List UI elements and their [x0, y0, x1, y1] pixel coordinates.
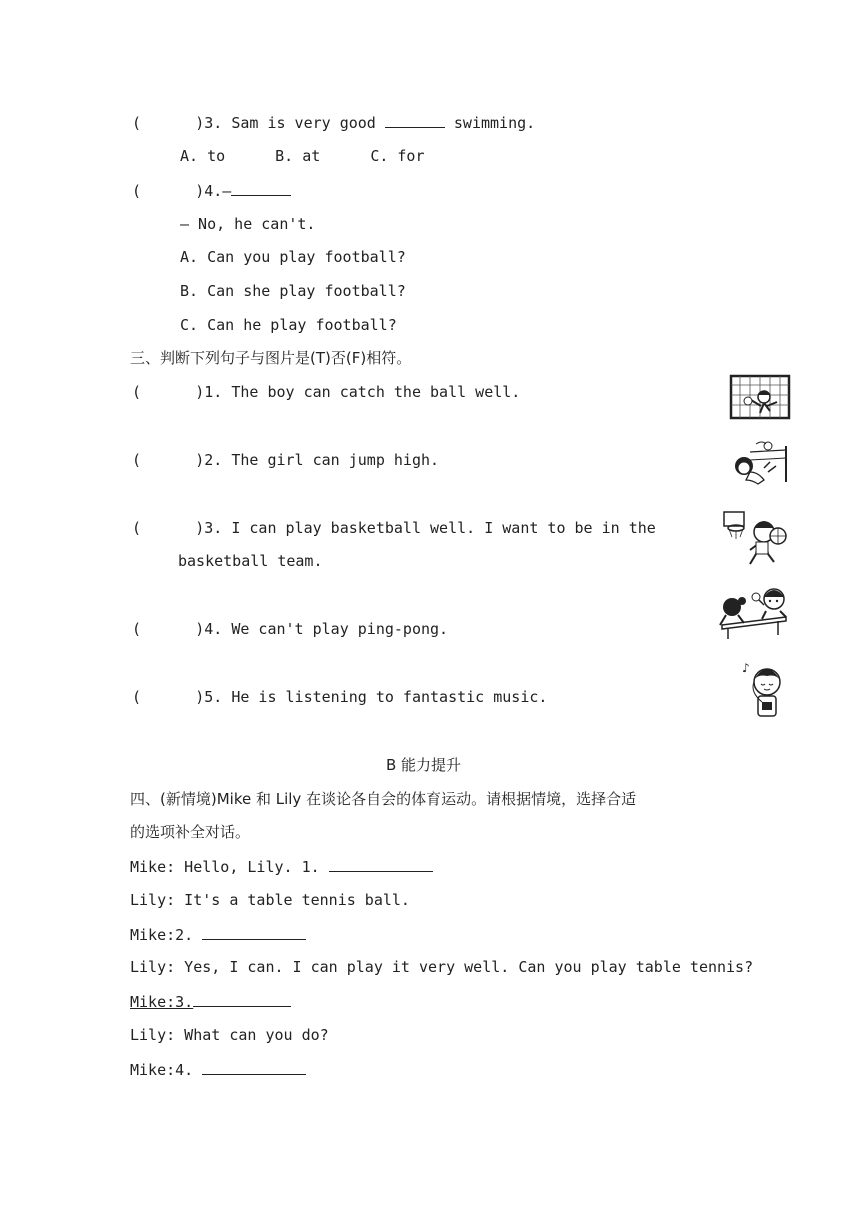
section-b-title: B 能力提升	[386, 756, 462, 774]
part3-item-3-cont: basketball team.	[178, 552, 323, 570]
dialogue-line-4: Lily: Yes, I can. I can play it very well. Can you play table tennis?	[130, 958, 754, 976]
part3-item-3	[132, 518, 656, 538]
answer-paren: ( )	[132, 688, 205, 706]
question-text-after: swimming.	[444, 114, 536, 132]
question-4	[132, 180, 291, 201]
goalkeeper-icon	[728, 373, 792, 421]
dialogue-line-2: Lily: It's a table tennis ball.	[130, 891, 410, 909]
option-a: A. to	[180, 147, 226, 165]
answer-blank[interactable]	[231, 180, 291, 196]
dialogue-line-5	[130, 991, 291, 1012]
question-3-options	[180, 146, 425, 166]
basketball-icon	[722, 508, 790, 570]
dialogue-line-7	[130, 1059, 306, 1080]
part3-item-1	[132, 382, 520, 402]
answer-blank[interactable]	[329, 856, 433, 872]
question-text: 4.—	[204, 182, 232, 200]
part3-item-4	[132, 619, 448, 639]
item-text: 3. I can play basketball well. I want to be in the	[204, 519, 656, 537]
question-3	[132, 112, 535, 133]
question-4-reply: — No, he can't.	[180, 215, 316, 233]
part4-heading-line1: 四、(新情境)Mike 和 Lily 在谈论各自会的体育运动。请根据情境，选择合适	[130, 790, 637, 808]
item-text: 2. The girl can jump high.	[204, 451, 440, 469]
question-text: 3. Sam is very good	[204, 114, 385, 132]
volleyball-girl-icon	[730, 440, 792, 486]
part3-heading: 三、判断下列句子与图片是(T)否(F)相符。	[130, 349, 412, 367]
option-c: C. for	[370, 147, 425, 165]
svg-text:♪: ♪	[742, 661, 750, 675]
answer-paren: ( )	[132, 383, 205, 401]
ping-pong-icon	[716, 585, 792, 643]
dialogue-text: Mike:4.	[130, 1061, 203, 1079]
answer-paren: ( )	[132, 620, 205, 638]
dialogue-text: Mike:2.	[130, 926, 203, 944]
answer-blank[interactable]	[202, 1059, 306, 1075]
answer-blank[interactable]	[193, 991, 291, 1007]
item-text: 1. The boy can catch the ball well.	[204, 383, 521, 401]
part3-item-5	[132, 687, 547, 707]
dialogue-line-6: Lily: What can you do?	[130, 1026, 329, 1044]
answer-blank[interactable]	[202, 924, 306, 940]
dialogue-line-3	[130, 924, 306, 945]
answer-blank[interactable]	[385, 112, 445, 128]
question-4-option-c: C. Can he play football?	[180, 316, 397, 334]
answer-paren: ( )	[132, 451, 205, 469]
question-4-option-b: B. Can she play football?	[180, 282, 406, 300]
dialogue-line-1	[130, 856, 433, 877]
item-text: 4. We can't play ping-pong.	[204, 620, 449, 638]
question-4-option-a: A. Can you play football?	[180, 248, 406, 266]
dialogue-text: Mike:3.	[130, 993, 194, 1011]
part3-item-2	[132, 450, 439, 470]
dialogue-text: Mike: Hello, Lily. 1.	[130, 858, 329, 876]
item-text: 5. He is listening to fantastic music.	[204, 688, 548, 706]
answer-paren: ( )	[132, 519, 205, 537]
music-boy-icon	[740, 658, 790, 722]
part4-heading-line2: 的选项补全对话。	[130, 823, 251, 841]
answer-paren: ( )	[132, 114, 205, 132]
option-b: B. at	[275, 147, 321, 165]
answer-paren: ( )	[132, 182, 205, 200]
